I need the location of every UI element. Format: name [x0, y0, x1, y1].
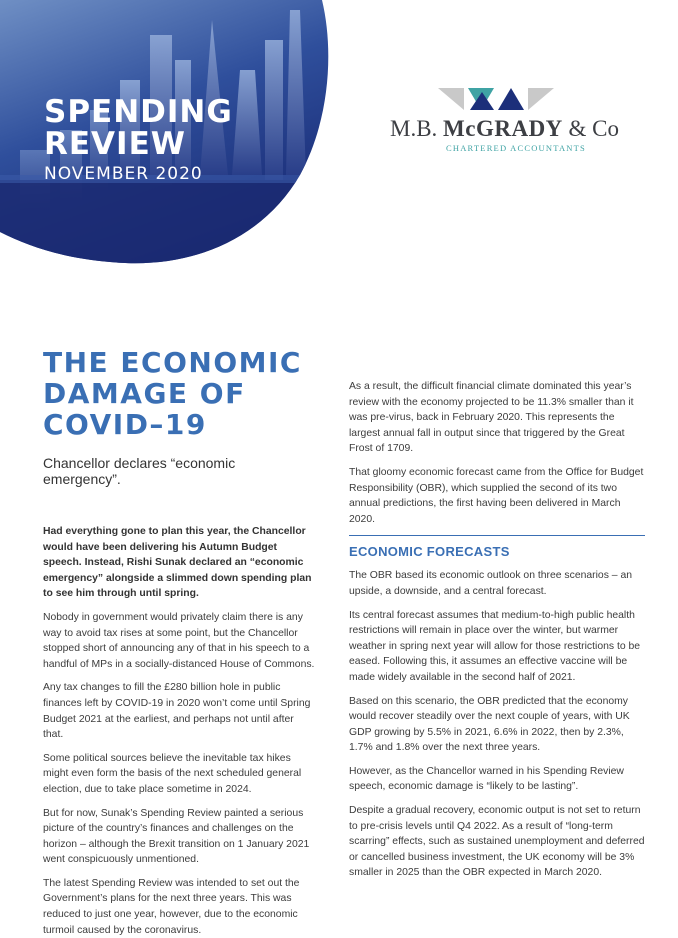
paragraph: The OBR based its economic outlook on three scenarios – an upside, a downside, and a central forecast.	[349, 570, 633, 597]
hero-title-line2: REVIEW	[44, 126, 186, 162]
article-subtitle: Chancellor declares “economic emergency”.	[43, 455, 236, 487]
right-column	[349, 379, 645, 889]
paragraph: The latest Spending Review was intended to set out the Government’s plans for the next three years. This was reduced to just one year, however, due to the economic turmoil caused by the coronavirus.	[43, 877, 300, 936]
paragraph: Despite a gradual recovery, economic output is not set to return to pre-crisis levels until Q4 2022. As a result of “long-term scarring” effects, such as sustained unemployment and deferred or cancelled business investment, the UK economy will be 3% smaller in 2025 than the OBR expected in March 2020.	[349, 805, 645, 879]
paragraph: Any tax changes to fill the £280 billion hole in public finances left by COVID-19 in 2020 won’t come until Spring Budget 2021 at the earliest, and perhaps not until after that.	[43, 682, 311, 741]
paragraph: Nobody in government would privately claim there is any way to avoid tax rises at some point, but the Chancellor stopped short of announcing any of that in his speech to a handful of MPs in a socially-distanced House of Commons.	[43, 611, 315, 670]
logo-chevrons-icon	[438, 88, 554, 110]
paragraph: Based on this scenario, the OBR predicted that the economy would recover steadily over the next couple of years, with UK GDP growing by 5.5% in 2021, 6.6% in 2022, then by 2.3%, 1.7% and 1.8% over the next three years.	[349, 695, 630, 754]
paragraph: However, as the Chancellor warned in his Spending Review speech, economic damage is “likely to be lasting”.	[349, 765, 624, 793]
paragraph: But for now, Sunak’s Spending Review painted a serious picture of the country’s finances and challenges on the horizon – although the Brexit transition on 1 January 2021 went conspicuously unmentioned.	[43, 807, 310, 866]
paragraph: As a result, the difficult financial climate dominated this year’s review with the economy projected to be 11.3% smaller than it was pre-virus, back in February 2020. This represents the largest annual fall in output since that triggered by the Great Frost of 1709.	[349, 381, 634, 455]
paragraph: Its central forecast assumes that medium-to-high public health restrictions will remain in place over the winter, but warmer weather in spring next year will allow for those restrictions to be eased. Following this, it assumes an effective vaccine will be made widely available in the second half of 2021.	[349, 609, 641, 683]
logo-prefix: M.B.	[390, 116, 438, 141]
lead-paragraph: Had everything gone to plan this year, the Chancellor would have been delivering his Autumn Budget speech. Instead, Rishi Sunak declared an “economic emergency” alongside a slimmed down spending plan to see him through until spring.	[43, 526, 312, 600]
section-heading: ECONOMIC FORECASTS	[349, 535, 645, 559]
logo-main: McGRADY	[443, 116, 563, 141]
left-column	[43, 347, 315, 938]
article-title-line2: DAMAGE OF	[43, 377, 246, 410]
logo-tagline: CHARTERED ACCOUNTANTS	[446, 143, 586, 153]
company-logo	[390, 88, 650, 153]
hero-date: NOVEMBER 2020	[44, 164, 203, 184]
article-title-line3: COVID–19	[43, 408, 207, 441]
logo-suffix: & Co	[568, 116, 620, 141]
logo-name	[390, 116, 650, 142]
hero-title-block	[44, 96, 233, 184]
hero-title-line1: SPENDING	[44, 94, 233, 130]
paragraph: Some political sources believe the inevitable tax hikes might even form the basis of the next scheduled general election, due to take place sometime in 2024.	[43, 752, 302, 795]
hero-banner	[0, 0, 340, 300]
paragraph: That gloomy economic forecast came from the Office for Budget Responsibility (OBR), which supplied the second of its two annual predictions, the first having been delivered in March 2020.	[349, 466, 644, 525]
article-title-line1: THE ECONOMIC	[43, 346, 302, 379]
